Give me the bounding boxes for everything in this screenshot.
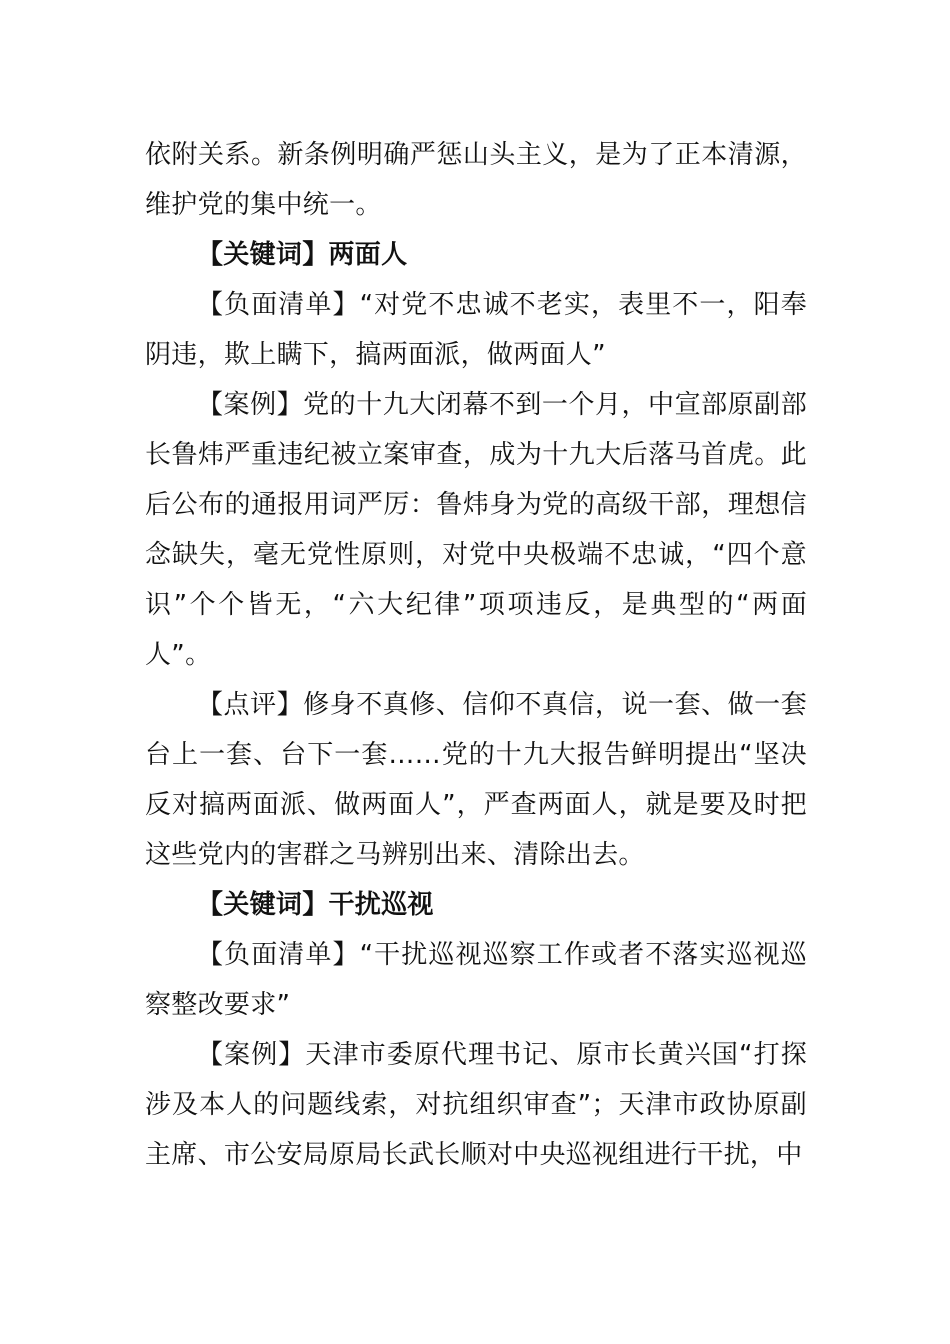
keyword-heading-inspection: 【关键词】干扰巡视 <box>197 890 434 920</box>
body-text <box>145 130 807 1180</box>
paragraph-comment: 【点评】修身不真修、信仰不真信，说一套、做一套台上一套、台下一套……党的十九大报告鲜明提出“坚决反对搞两面派、做两面人”，严查两面人，就是要及时把这些党内的害群之马辨别出来、清除出去。 <box>145 690 807 870</box>
paragraph-negative-list: 【负面清单】“对党不忠诚不老实，表里不一，阳奉阴违，欺上瞒下，搞两面派，做两面人” <box>145 290 807 370</box>
paragraph-case: 【案例】天津市委原代理书记、原市长黄兴国“打探涉及本人的问题线索，对抗组织审查”；天津市政协原副主席、市公安局原局长武长顺对中央巡视组进行干扰，中 <box>145 1040 807 1170</box>
keyword-heading-two-faced: 【关键词】两面人 <box>197 240 408 270</box>
paragraph-case: 【案例】党的十九大闭幕不到一个月，中宣部原副部长鲁炜严重违纪被立案审查，成为十九大后落马首虎。此后公布的通报用词严厉：鲁炜身为党的高级干部，理想信念缺失，毫无党性原则，对党中央极端不忠诚，“四个意识”个个皆无，“六大纪律”项项违反，是典型的“两面人”。 <box>145 390 807 670</box>
paragraph-negative-list: 【负面清单】“干扰巡视巡察工作或者不落实巡视巡察整改要求” <box>145 940 807 1020</box>
paragraph-continuation: 依附关系。新条例明确严惩山头主义，是为了正本清源，维护党的集中统一。 <box>145 140 807 220</box>
